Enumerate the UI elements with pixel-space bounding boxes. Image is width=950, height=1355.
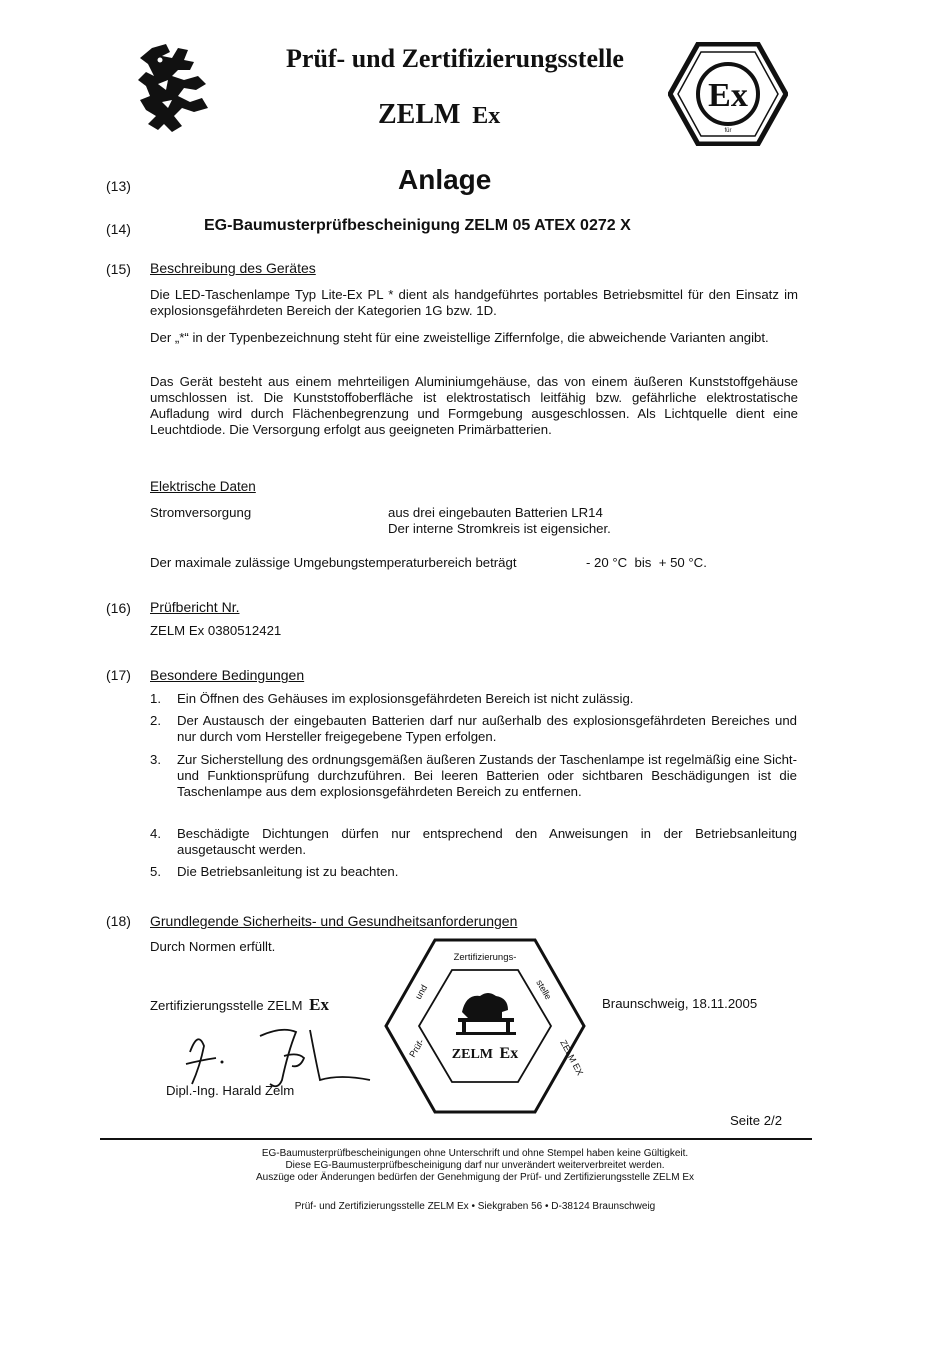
logo-ring-right: für [724, 128, 732, 134]
power-supply-value-2: Der interne Stromkreis ist eigensicher. [388, 521, 611, 536]
certification-ex-mark: Ex [309, 995, 329, 1014]
description-paragraph-2: Der „*“ in der Typenbezeichnung steht für eine zweistellige Ziffernfolge, die abweichende Varianten angibt. [150, 330, 769, 345]
condition-number: 1. [150, 691, 161, 706]
section-15-title: Beschreibung des Gerätes [150, 260, 316, 276]
stamp-center-ex: Ex [499, 1045, 519, 1062]
condition-number: 2. [150, 713, 161, 728]
handwritten-signature [170, 1022, 380, 1092]
section-16-title: Prüfbericht Nr. [150, 599, 240, 615]
logo-ex-text: Ex [708, 77, 748, 114]
page-number: Seite 2/2 [730, 1113, 783, 1128]
stamp-right-text: ZELM EX [558, 1038, 586, 1077]
power-supply-label: Stromversorgung [150, 505, 252, 520]
condition-text: Zur Sicherstellung des ordnungsgemäßen äußeren Zustands der Taschenlampe ist regelmäßig eine Sicht- und Funktionsprüfung durchzuführen. Bei leeren Batterien oder sichtbaren Beschädigungen ist die Taschenlampe aus dem explosionsgefährdeten Bereich zu entfernen. [177, 752, 797, 799]
stamp-top-text: Zertifizierungs- [453, 952, 517, 963]
condition-number: 5. [150, 864, 161, 879]
description-paragraph-3: Das Gerät besteht aus einem mehrteiligen Aluminiumgehäuse, das von einem äußeren Kunststoffgehäuse umschlossen ist. Die Kunststoffoberfläche ist elektrostatisch leitfähig bzw. gefährliche elektrostatische Aufladung wird durch Flächenbegrenzung und Formgebung ausgeschlossen. Als Lichtquelle dient eine Leuchtdiode. Die Versorgung erfolgt aus geeigneten Primärbatterien. [150, 374, 798, 437]
condition-number: 3. [150, 752, 161, 767]
section-17-title: Besondere Bedingungen [150, 667, 305, 683]
certification-body-line [150, 995, 329, 1015]
condition-number: 4. [150, 826, 161, 841]
condition-text: Beschädigte Dichtungen dürfen nur entsprechend den Anweisungen in der Betriebsanleitung ausgetauscht werden. [177, 826, 797, 857]
footer-address: Prüf- und Zertifizierungsstelle ZELM Ex • Siekgraben 56 • D-38124 Braunschweig [294, 1201, 656, 1212]
certificate-title: EG-Baumusterprüfbescheinigung ZELM 05 ATEX 0272 X [204, 217, 631, 234]
stamp-stelle-text: stelle [534, 978, 554, 1002]
signatory-name: Dipl.-Ing. Harald Zelm [166, 1083, 295, 1098]
footer-line-3: Auszüge oder Änderungen bedürfen der Genehmigung der Prüf- und Zertifizierungsstelle ZELM Ex [255, 1172, 695, 1183]
ex-mark: Ex [472, 103, 501, 129]
certificate-number: (14) [106, 221, 131, 237]
electrical-data-title: Elektrische Daten [150, 479, 256, 494]
stamp-und-text: und [413, 982, 430, 1001]
footer-line-1: EG-Baumusterprüfbescheinigungen ohne Unterschrift und ohne Stempel haben keine Gültigkeit. [261, 1148, 689, 1159]
condition-text: Der Austausch der eingebauten Batterien darf nur außerhalb des explosionsgefährdeten Bereiches und nur durch vom Hersteller freigegebene Typen erfolgen. [177, 713, 797, 744]
stamp-center-text: ZELM [451, 1047, 494, 1062]
condition-text: Ein Öffnen des Gehäuses im explosionsgefährdeten Bereich ist nicht zulässig. [177, 691, 634, 706]
section-18-number: (18) [106, 913, 131, 929]
power-supply-value-1: aus drei eingebauten Batterien LR14 [388, 505, 603, 520]
footer-line-2: Diese EG-Baumusterprüfbescheinigung darf nur unverändert weiterverbreitet werden. [285, 1160, 665, 1171]
org-title: Prüf- und Zertifizierungsstelle [286, 44, 624, 73]
certification-body-name: Zertifizierungsstelle ZELM [150, 998, 303, 1013]
footer-divider [100, 1138, 812, 1140]
section-15-number: (15) [106, 261, 131, 277]
stamp-lion-icon [456, 993, 516, 1035]
brand-text: ZELM [378, 99, 461, 130]
svg-text:ZELM Ex [452, 1045, 518, 1062]
section-17-number: (17) [106, 667, 131, 683]
section-16-number: (16) [106, 600, 131, 616]
anlage-title: Anlage [398, 164, 492, 195]
description-paragraph-1: Die LED-Taschenlampe Typ Lite-Ex PL * dient als handgeführtes portables Betriebsmittel für den Einsatz im explosionsgefährdeten Bereich der Kategorien 1G bzw. 1D. [150, 287, 798, 318]
anlage-number: (13) [106, 178, 131, 194]
stamp-left-text: Prüf- [407, 1037, 427, 1060]
temperature-range: - 20 °C bis + 50 °C. [586, 555, 707, 570]
test-report-value: ZELM Ex 0380512421 [150, 623, 282, 638]
requirements-value: Durch Normen erfüllt. [150, 939, 276, 954]
ex-hexagon-logo [668, 42, 788, 146]
lion-logo [132, 40, 218, 136]
official-stamp [384, 938, 586, 1114]
temperature-text: Der maximale zulässige Umgebungstemperaturbereich beträgt [150, 555, 517, 570]
section-18-title: Grundlegende Sicherheits- und Gesundheitsanforderungen [150, 913, 518, 929]
condition-text: Die Betriebsanleitung ist zu beachten. [177, 864, 399, 879]
place-date: Braunschweig, 18.11.2005 [602, 996, 758, 1011]
brand-line [378, 98, 500, 131]
